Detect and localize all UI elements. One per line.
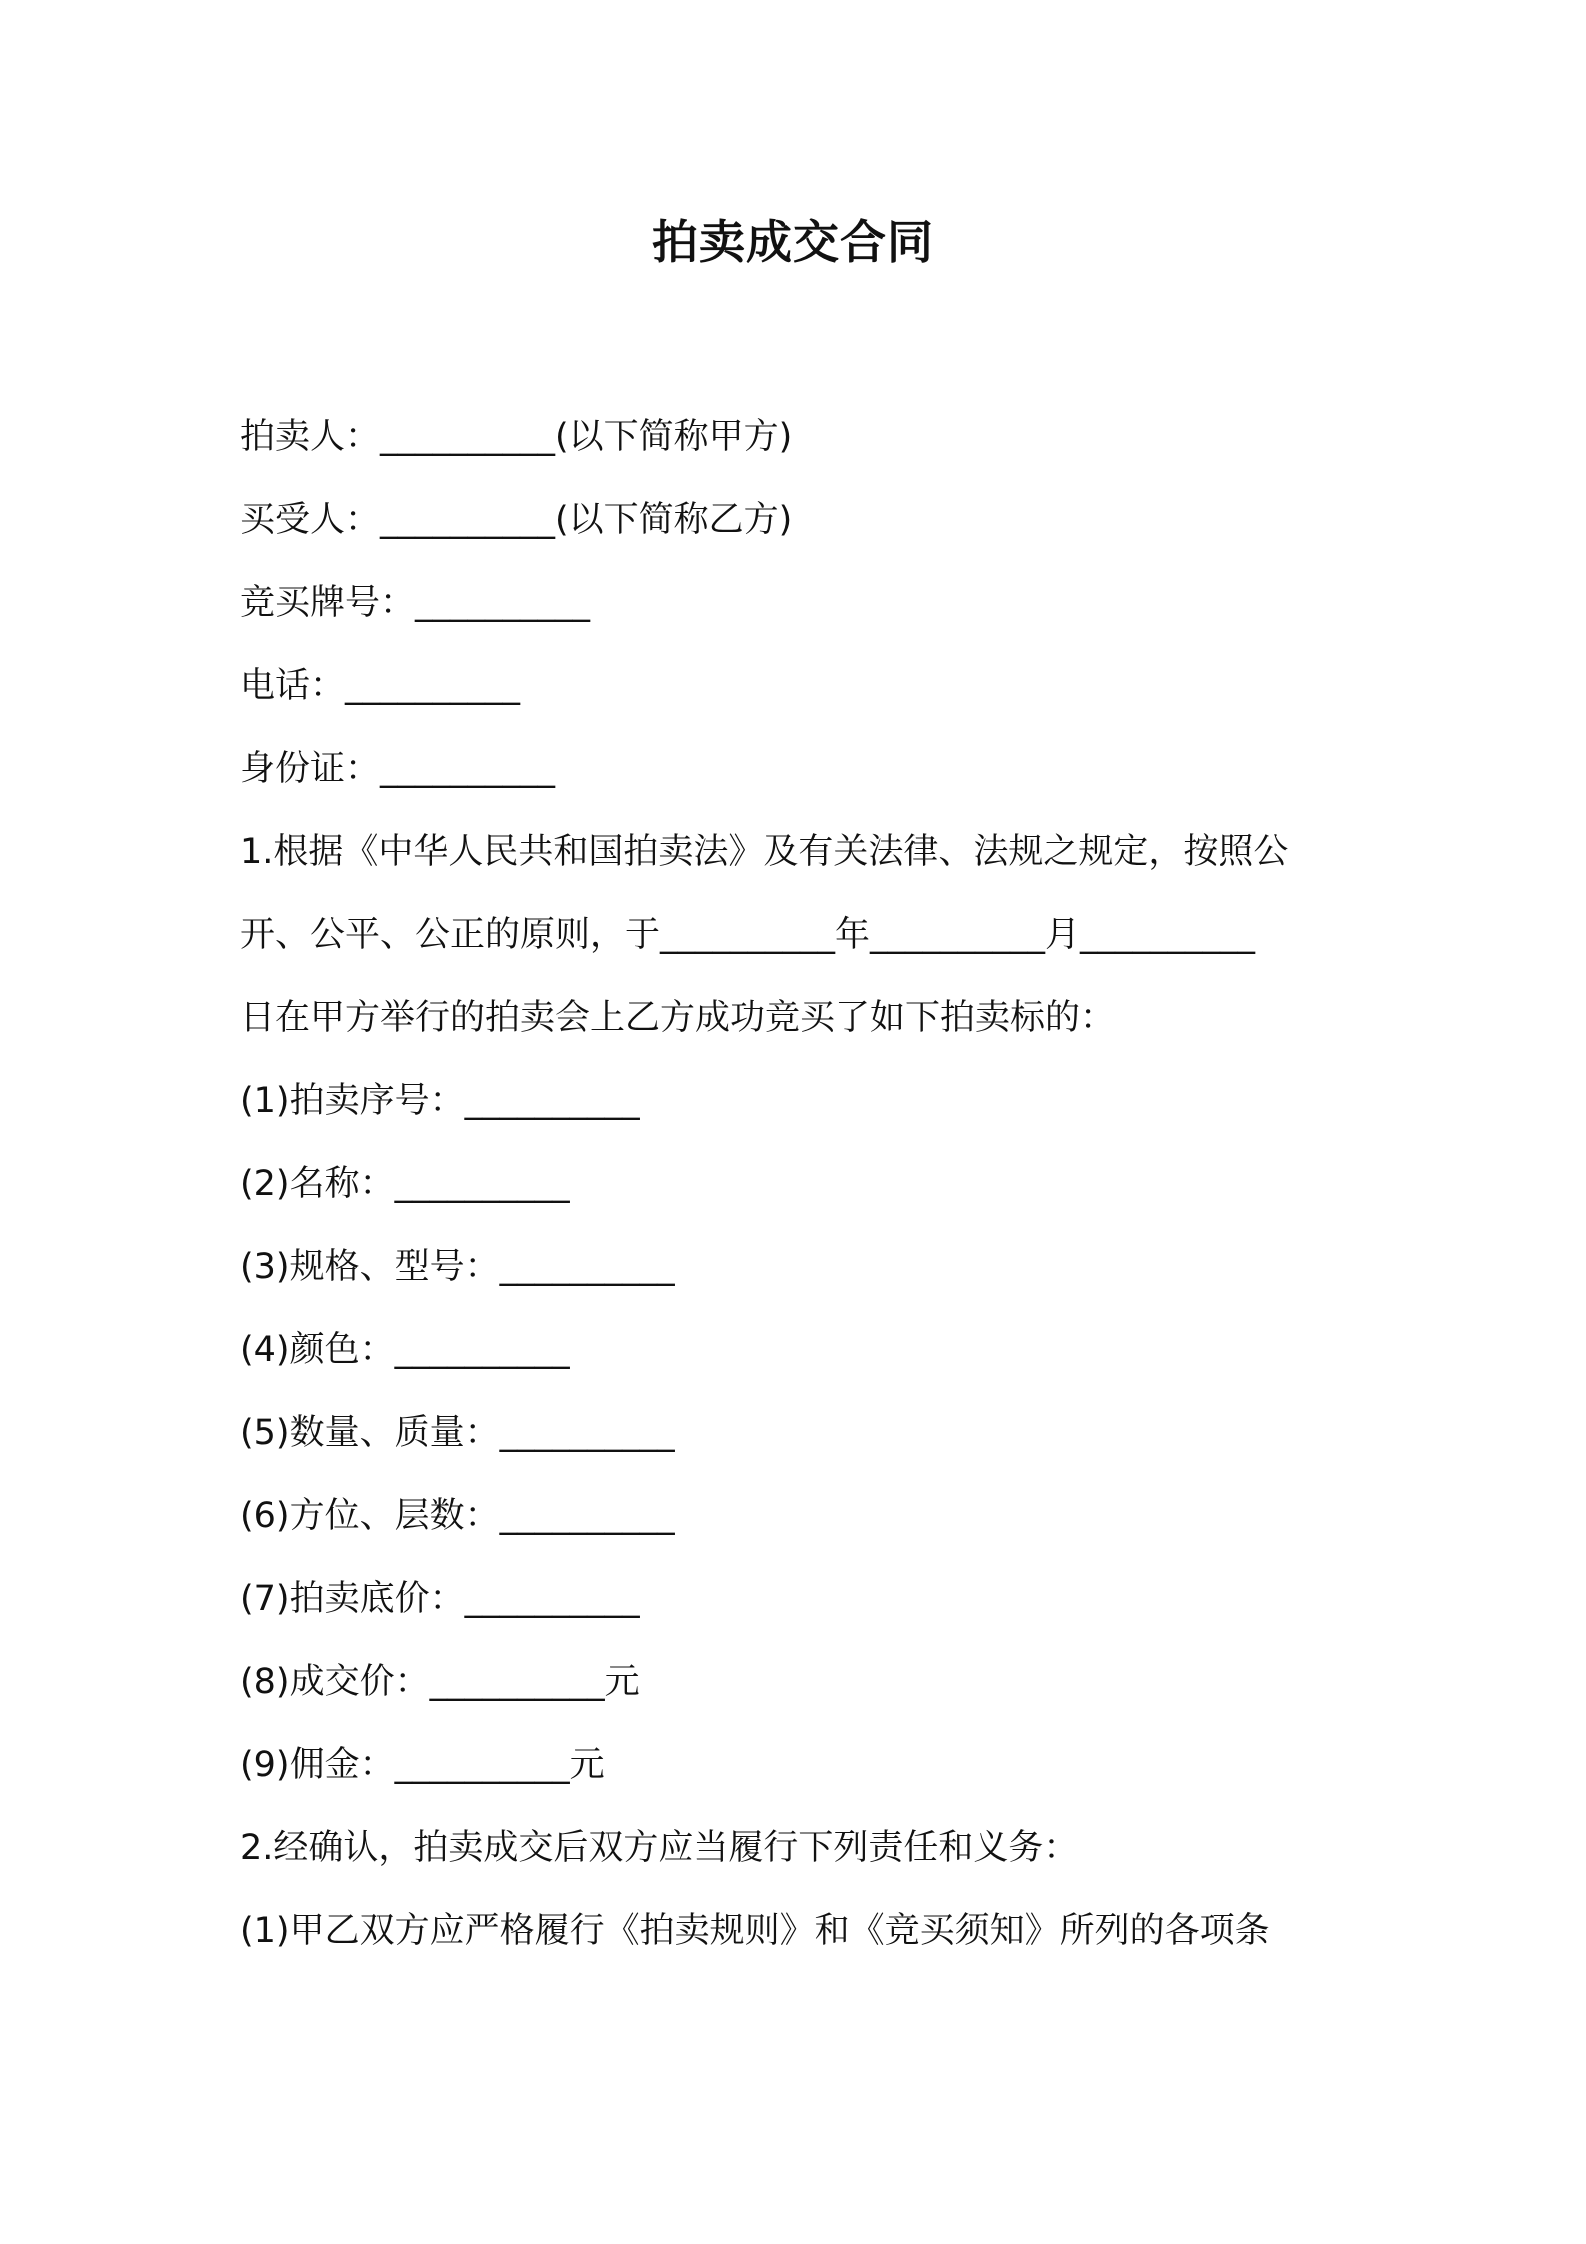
field-id-card: 身份证：__________ — [240, 749, 556, 789]
item-transaction-price: (8)成交价：__________元 — [240, 1662, 640, 1702]
clause-1-line-3: 日在甲方举行的拍卖会上乙方成功竞买了如下拍卖标的： — [240, 998, 1116, 1038]
field-phone: 电话：__________ — [240, 666, 521, 706]
item-position-floors: (6)方位、层数：__________ — [240, 1496, 675, 1536]
field-buyer: 买受人：__________(以下简称乙方) — [240, 500, 793, 540]
item-color: (4)颜色：__________ — [240, 1330, 570, 1370]
clause-1-line-2: 开、公平、公正的原则，于__________年__________月__________ — [240, 915, 1256, 955]
field-bidder-number: 竞买牌号：__________ — [240, 583, 591, 623]
clause-2-item-1: (1)甲乙双方应严格履行《拍卖规则》和《竞买须知》所列的各项条 — [240, 1911, 1270, 1951]
item-reserve-price: (7)拍卖底价：__________ — [240, 1579, 640, 1619]
clause-2-heading: 2.经确认，拍卖成交后双方应当履行下列责任和义务： — [240, 1828, 1079, 1868]
item-lot-number: (1)拍卖序号：__________ — [240, 1081, 640, 1121]
item-quantity-quality: (5)数量、质量：__________ — [240, 1413, 675, 1453]
item-commission: (9)佣金：__________元 — [240, 1745, 605, 1785]
document-title: 拍卖成交合同 — [652, 215, 934, 269]
clause-1-line-1: 1.根据《中华人民共和国拍卖法》及有关法律、法规之规定，按照公 — [240, 832, 1289, 872]
field-auctioneer: 拍卖人：__________(以下简称甲方) — [240, 417, 793, 457]
item-name: (2)名称：__________ — [240, 1164, 570, 1204]
item-spec-model: (3)规格、型号：__________ — [240, 1247, 675, 1287]
